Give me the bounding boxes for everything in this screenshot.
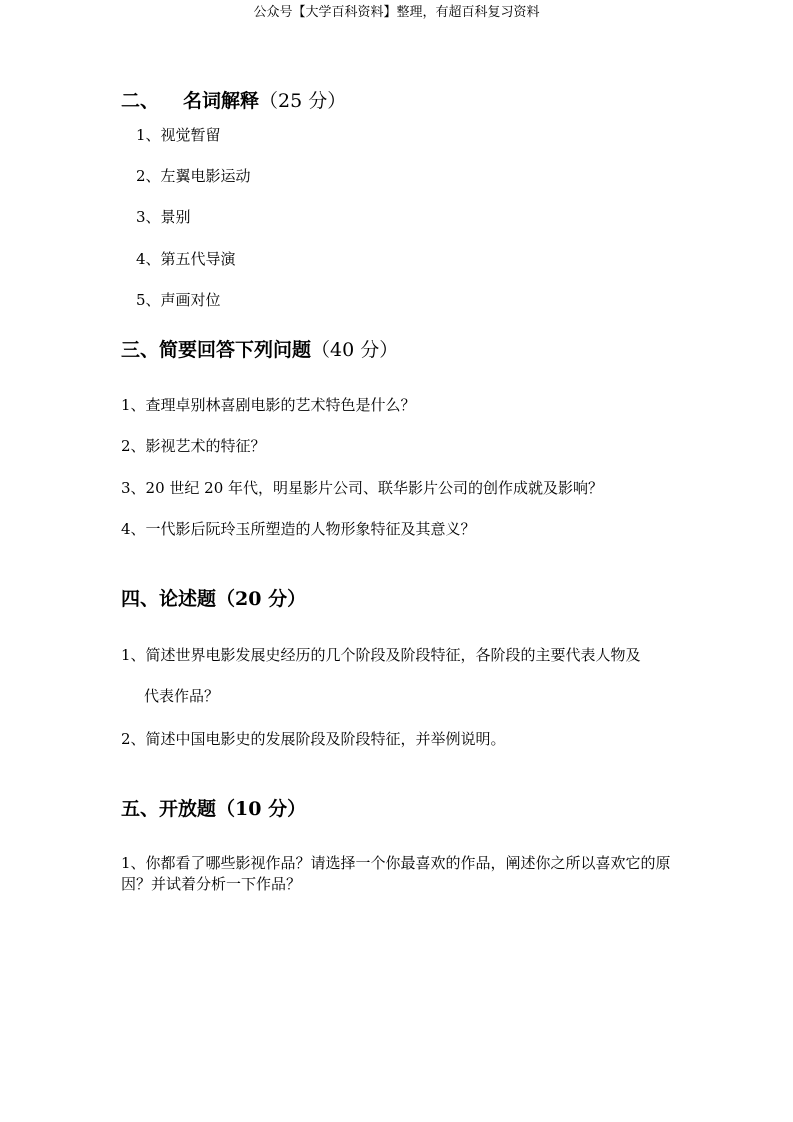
section-2-item-4: 4、第五代导演 <box>136 250 236 268</box>
section-2-number: 二、 <box>121 90 160 112</box>
section-2-title: 名词解释 <box>183 90 260 112</box>
section-4-item-2: 2、简述中国电影史的发展阶段及阶段特征，并举例说明。 <box>121 730 506 748</box>
section-2-item-2: 2、左翼电影运动 <box>136 167 251 185</box>
section-4-points: （20 分） <box>216 588 307 610</box>
section-2-heading <box>121 89 346 113</box>
section-5-points: （10 分） <box>216 798 307 820</box>
section-5-title: 五、开放题 <box>121 798 217 820</box>
section-4-heading <box>121 587 306 611</box>
section-2-points: （25 分） <box>259 90 347 112</box>
section-2-item-1: 1、视觉暂留 <box>136 126 221 144</box>
section-3-item-4: 4、一代影后阮玲玉所塑造的人物形象特征及其意义？ <box>121 520 476 538</box>
section-3-points: （40 分） <box>311 339 399 361</box>
section-2-item-3: 3、景别 <box>136 208 191 226</box>
section-3-item-3: 3、20 世纪 20 年代，明星影片公司、联华影片公司的创作成就及影响？ <box>121 479 604 497</box>
page-header: 公众号【大学百科资料】整理，有超百科复习资料 <box>253 5 540 20</box>
section-3-item-1: 1、查理卓别林喜剧电影的艺术特色是什么？ <box>121 396 416 414</box>
section-4-item-1-line-2: 代表作品？ <box>144 687 220 705</box>
section-3-title: 三、简要回答下列问题 <box>121 339 312 361</box>
section-5-heading <box>121 797 306 821</box>
section-5-item-1: 1、你都看了哪些影视作品？请选择一个你最喜欢的作品，阐述你之所以喜欢它的原因？并试着分析一下作品？ <box>121 854 671 893</box>
section-2-item-5: 5、声画对位 <box>136 291 221 309</box>
section-3-heading <box>121 338 398 362</box>
section-4-title: 四、论述题 <box>121 588 217 610</box>
section-3-item-2: 2、影视艺术的特征？ <box>121 437 266 455</box>
section-4-item-1-line-1: 1、简述世界电影发展史经历的几个阶段及阶段特征，各阶段的主要代表人物及 <box>121 646 641 664</box>
